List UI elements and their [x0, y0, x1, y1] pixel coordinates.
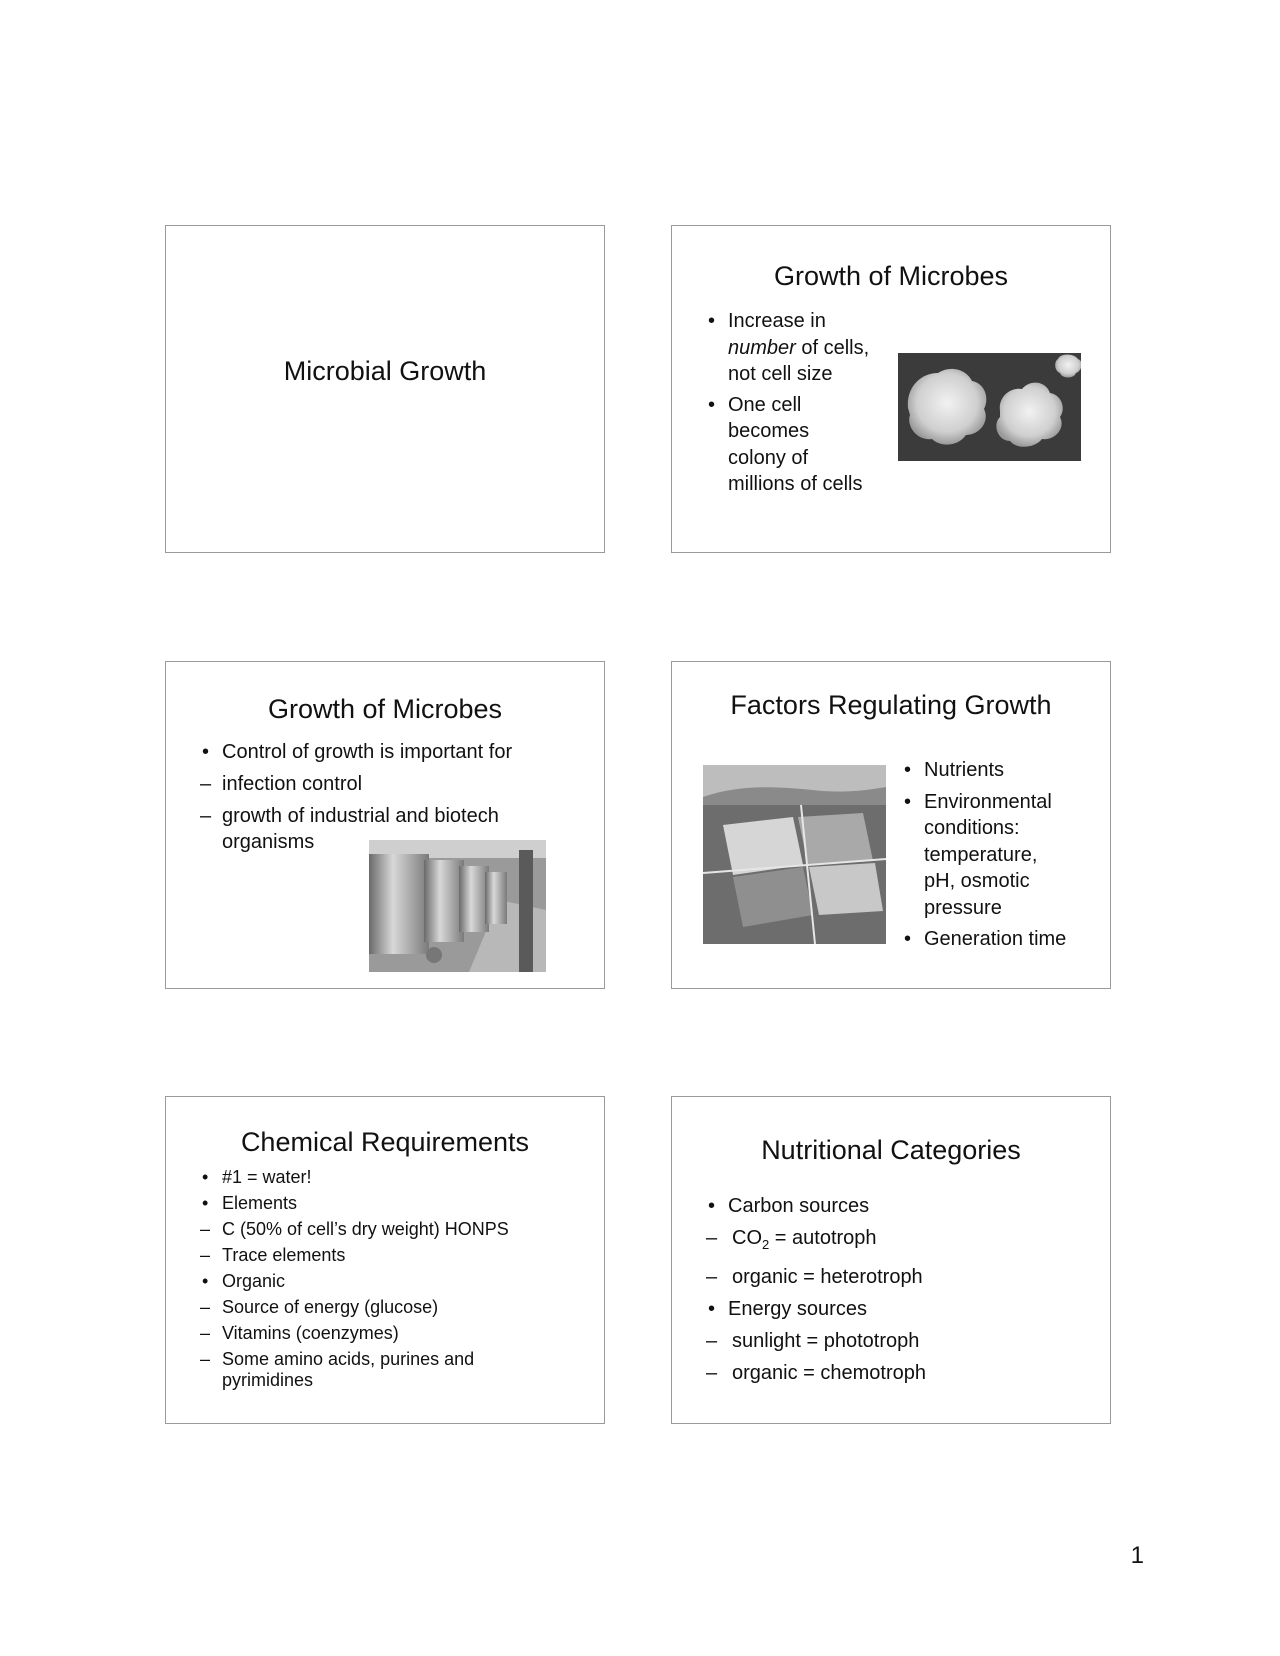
slide-4-title: Factors Regulating Growth: [730, 690, 1052, 720]
colonies-photo: [898, 353, 1081, 461]
slide-2-bullets: [706, 308, 869, 498]
slide-1-title: Microbial Growth: [283, 356, 487, 386]
slide-6-title: Nutritional Categories: [761, 1135, 1021, 1165]
slide-2: [671, 225, 1111, 553]
slide-5: [165, 1096, 605, 1424]
sub-bullet-item: – organic = heterotroph: [706, 1266, 923, 1288]
bullet-item: • Nutrients: [902, 757, 1066, 784]
bullet-item: • Energy sources: [706, 1296, 926, 1322]
bullet-item: • Increase in number of cells, not cell size: [706, 308, 869, 388]
slide-3: [165, 661, 605, 989]
slide-4-bullets: [902, 757, 1066, 953]
sub-bullet-item: – infection control: [200, 773, 363, 795]
bullet-item: • #1 = water!: [200, 1167, 509, 1188]
bioreactor-tanks-photo: [369, 840, 546, 972]
slide-5-title: Chemical Requirements: [240, 1127, 530, 1157]
sub-bullet-item: – growth of industrial and biotech organisms: [200, 805, 499, 853]
bullet-item: • Control of growth is important for: [200, 739, 512, 765]
aerial-fields-photo: [703, 765, 886, 944]
bullet-item: • Carbon sources: [706, 1193, 926, 1219]
slide-2-title: Growth of Microbes: [773, 261, 1009, 291]
bullet-item: • Elements: [200, 1193, 509, 1214]
sub-bullet-item: – organic = chemotroph: [706, 1362, 927, 1384]
sub-bullet-item: – Trace elements: [200, 1245, 346, 1265]
sub-bullet-item: – C (50% of cell’s dry weight) HONPS: [200, 1219, 509, 1239]
bullet-item: • Environmental conditions: temperature, pH, osmotic pressure: [902, 789, 1066, 922]
slide-6: [671, 1096, 1111, 1424]
slide-3-bullets: [200, 739, 512, 855]
sub-bullet-item: – sunlight = phototroph: [706, 1330, 920, 1352]
bullet-item: • Generation time: [902, 926, 1066, 953]
slide-3-title: Growth of Microbes: [267, 694, 503, 724]
slide-5-bullets: [200, 1167, 509, 1391]
sub-bullet-item: – Source of energy (glucose): [200, 1297, 439, 1317]
slide-6-bullets: [706, 1193, 926, 1386]
slide-1: [165, 225, 605, 553]
page-number: 1: [1130, 1542, 1144, 1569]
bullet-item: • One cell becomes colony of millions of cells: [706, 392, 869, 498]
sub-bullet-item: – Some amino acids, purines and pyrimidines: [200, 1349, 475, 1390]
bullet-item: • Organic: [200, 1271, 509, 1292]
slide-4: [671, 661, 1111, 989]
sub-bullet-item: – Vitamins (coenzymes): [200, 1323, 399, 1343]
sub-bullet-item: – $CO_2$ = autotroph: [706, 1227, 877, 1252]
